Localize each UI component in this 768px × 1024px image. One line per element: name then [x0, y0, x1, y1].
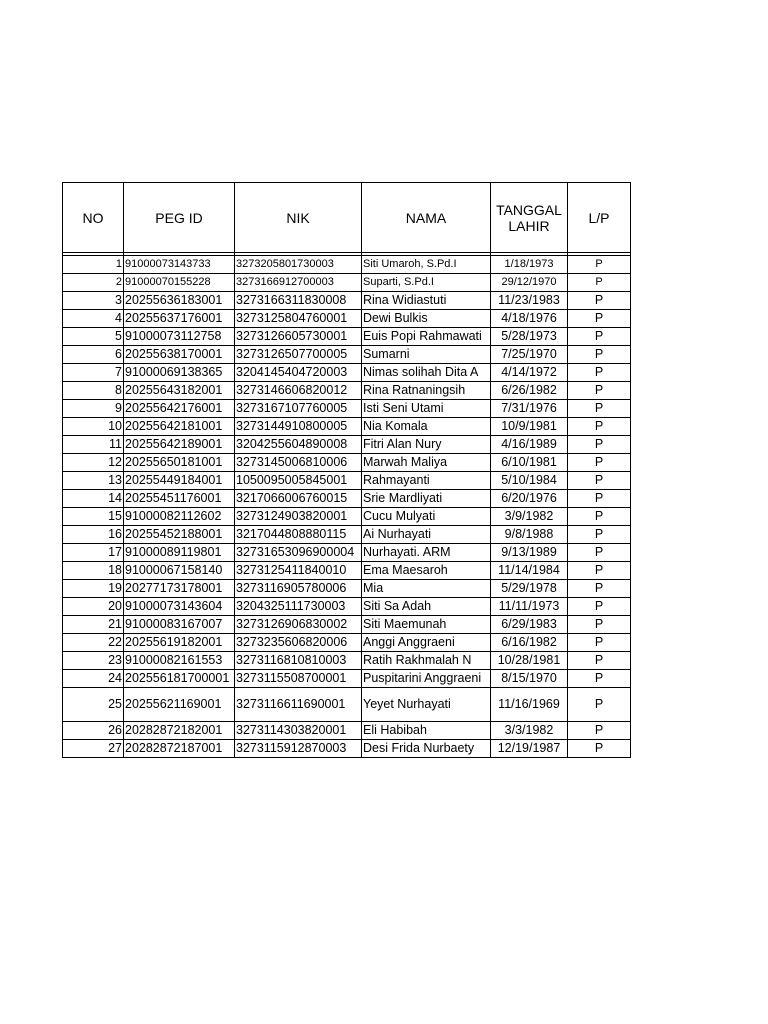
cell-lp: P — [568, 508, 631, 526]
cell-lp: P — [568, 418, 631, 436]
cell-no: 11 — [63, 436, 124, 454]
cell-nik: 3273126605730001 — [235, 328, 362, 346]
cell-no: 7 — [63, 364, 124, 382]
cell-no: 18 — [63, 562, 124, 580]
cell-peg-id: 91000070155228 — [124, 274, 235, 292]
table-row — [63, 598, 631, 616]
table-row — [63, 670, 631, 688]
cell-tanggal: 6/26/1982 — [491, 382, 568, 400]
cell-peg-id: 91000089119801 — [124, 544, 235, 562]
cell-tanggal: 4/18/1976 — [491, 310, 568, 328]
cell-tanggal: 10/9/1981 — [491, 418, 568, 436]
cell-lp: P — [568, 454, 631, 472]
cell-peg-id: 91000083167007 — [124, 616, 235, 634]
cell-tanggal: 12/19/1987 — [491, 740, 568, 758]
cell-peg-id: 20255650181001 — [124, 454, 235, 472]
cell-lp: P — [568, 634, 631, 652]
cell-no: 17 — [63, 544, 124, 562]
cell-tanggal: 3/9/1982 — [491, 508, 568, 526]
cell-nama: Anggi Anggraeni — [362, 634, 491, 652]
cell-no: 19 — [63, 580, 124, 598]
cell-nama: Desi Frida Nurbaety — [362, 740, 491, 758]
table-row — [63, 328, 631, 346]
employee-table — [62, 182, 631, 758]
cell-lp: P — [568, 400, 631, 418]
cell-no: 9 — [63, 400, 124, 418]
cell-peg-id: 20255637176001 — [124, 310, 235, 328]
cell-nama: Ai Nurhayati — [362, 526, 491, 544]
cell-tanggal: 11/23/1983 — [491, 292, 568, 310]
cell-nama: Cucu Mulyati — [362, 508, 491, 526]
cell-lp: P — [568, 436, 631, 454]
cell-no: 25 — [63, 688, 124, 722]
cell-nama: Srie Mardliyati — [362, 490, 491, 508]
cell-no: 23 — [63, 652, 124, 670]
cell-tanggal: 1/18/1973 — [491, 256, 568, 274]
cell-nik: 3217044808880115 — [235, 526, 362, 544]
table-row — [63, 740, 631, 758]
cell-tanggal: 7/31/1976 — [491, 400, 568, 418]
cell-nama: Marwah Maliya — [362, 454, 491, 472]
cell-lp: P — [568, 364, 631, 382]
cell-lp: P — [568, 526, 631, 544]
cell-tanggal: 9/8/1988 — [491, 526, 568, 544]
table-row — [63, 346, 631, 364]
cell-lp: P — [568, 598, 631, 616]
cell-lp: P — [568, 544, 631, 562]
header-tanggal-lahir — [491, 183, 568, 253]
cell-peg-id: 20255452188001 — [124, 526, 235, 544]
cell-nama: Isti Seni Utami — [362, 400, 491, 418]
cell-peg-id: 20277173178001 — [124, 580, 235, 598]
cell-no: 10 — [63, 418, 124, 436]
cell-no: 14 — [63, 490, 124, 508]
table-row — [63, 364, 631, 382]
table-row — [63, 310, 631, 328]
cell-nik: 3273125804760001 — [235, 310, 362, 328]
cell-nik: 3204145404720003 — [235, 364, 362, 382]
cell-lp: P — [568, 562, 631, 580]
cell-peg-id: 91000082161553 — [124, 652, 235, 670]
cell-lp: P — [568, 490, 631, 508]
cell-nama: Nia Komala — [362, 418, 491, 436]
cell-lp: P — [568, 688, 631, 722]
cell-tanggal: 11/11/1973 — [491, 598, 568, 616]
table-row — [63, 490, 631, 508]
cell-nama: Rahmayanti — [362, 472, 491, 490]
cell-nik: 1050095005845001 — [235, 472, 362, 490]
cell-nik: 3273145006810006 — [235, 454, 362, 472]
table-body — [63, 253, 631, 758]
table-row — [63, 616, 631, 634]
cell-tanggal: 6/16/1982 — [491, 634, 568, 652]
cell-nik: 3273235606820006 — [235, 634, 362, 652]
cell-nik: 3273125411840010 — [235, 562, 362, 580]
cell-tanggal: 6/29/1983 — [491, 616, 568, 634]
cell-nama: Sumarni — [362, 346, 491, 364]
cell-no: 3 — [63, 292, 124, 310]
cell-peg-id: 20255642189001 — [124, 436, 235, 454]
cell-no: 26 — [63, 722, 124, 740]
cell-nik: 3273116905780006 — [235, 580, 362, 598]
table-row — [63, 418, 631, 436]
cell-no: 4 — [63, 310, 124, 328]
table-row — [63, 472, 631, 490]
table-row — [63, 508, 631, 526]
header-tanggal-line-1: TANGGAL — [496, 201, 562, 218]
cell-nik: 3273205801730003 — [235, 256, 362, 274]
table-row — [63, 274, 631, 292]
cell-tanggal: 11/16/1969 — [491, 688, 568, 722]
cell-tanggal: 6/20/1976 — [491, 490, 568, 508]
cell-tanggal: 5/29/1978 — [491, 580, 568, 598]
cell-nik: 3273116611690001 — [235, 688, 362, 722]
cell-nama: Fitri Alan Nury — [362, 436, 491, 454]
cell-lp: P — [568, 670, 631, 688]
table-row — [63, 580, 631, 598]
cell-tanggal: 7/25/1970 — [491, 346, 568, 364]
cell-nik: 3273146606820012 — [235, 382, 362, 400]
cell-lp: P — [568, 722, 631, 740]
cell-nik: 3273166912700003 — [235, 274, 362, 292]
cell-peg-id: 20255638170001 — [124, 346, 235, 364]
table-row — [63, 634, 631, 652]
cell-no: 27 — [63, 740, 124, 758]
cell-nama: Yeyet Nurhayati — [362, 688, 491, 722]
header-no: NO — [63, 183, 124, 253]
cell-nama: Rina Ratnaningsih — [362, 382, 491, 400]
header-row — [63, 183, 631, 253]
cell-no: 12 — [63, 454, 124, 472]
header-lp: L/P — [568, 183, 631, 253]
table-row — [63, 256, 631, 274]
cell-no: 24 — [63, 670, 124, 688]
cell-nik: 3273115508700001 — [235, 670, 362, 688]
table-row — [63, 688, 631, 722]
cell-nik: 3273115912870003 — [235, 740, 362, 758]
cell-lp: P — [568, 256, 631, 274]
cell-nik: 3204255604890008 — [235, 436, 362, 454]
cell-peg-id: 91000069138365 — [124, 364, 235, 382]
cell-nama: Mia — [362, 580, 491, 598]
cell-peg-id: 20255643182001 — [124, 382, 235, 400]
cell-nik: 3204325111730003 — [235, 598, 362, 616]
cell-tanggal: 11/14/1984 — [491, 562, 568, 580]
cell-nik: 3217066006760015 — [235, 490, 362, 508]
cell-tanggal: 8/15/1970 — [491, 670, 568, 688]
cell-nik: 3273144910800005 — [235, 418, 362, 436]
cell-nik: 3273114303820001 — [235, 722, 362, 740]
cell-lp: P — [568, 274, 631, 292]
cell-nama: Ratih Rakhmalah N — [362, 652, 491, 670]
cell-nik: 3273116810810003 — [235, 652, 362, 670]
cell-lp: P — [568, 616, 631, 634]
table-row — [63, 400, 631, 418]
cell-nama: Euis Popi Rahmawati — [362, 328, 491, 346]
cell-nik: 32731653096900004 — [235, 544, 362, 562]
cell-lp: P — [568, 346, 631, 364]
table-row — [63, 652, 631, 670]
cell-nama: Siti Umaroh, S.Pd.I — [362, 256, 491, 274]
cell-peg-id: 91000073112758 — [124, 328, 235, 346]
cell-tanggal: 6/10/1981 — [491, 454, 568, 472]
cell-tanggal: 9/13/1989 — [491, 544, 568, 562]
cell-peg-id: 20255619182001 — [124, 634, 235, 652]
table-row — [63, 454, 631, 472]
table-row — [63, 292, 631, 310]
cell-peg-id: 20255636183001 — [124, 292, 235, 310]
header-nik: NIK — [235, 183, 362, 253]
cell-nik: 3273124903820001 — [235, 508, 362, 526]
cell-tanggal: 5/28/1973 — [491, 328, 568, 346]
cell-no: 16 — [63, 526, 124, 544]
cell-nama: Nimas solihah Dita A — [362, 364, 491, 382]
header-tanggal-line-2: LAHIR — [508, 217, 550, 234]
header-nama: NAMA — [362, 183, 491, 253]
table-row — [63, 722, 631, 740]
cell-lp: P — [568, 328, 631, 346]
cell-nik: 3273126906830002 — [235, 616, 362, 634]
table-row — [63, 544, 631, 562]
cell-lp: P — [568, 740, 631, 758]
cell-nik: 3273166311830008 — [235, 292, 362, 310]
cell-peg-id: 91000082112602 — [124, 508, 235, 526]
cell-peg-id: 91000067158140 — [124, 562, 235, 580]
cell-peg-id: 20282872182001 — [124, 722, 235, 740]
cell-no: 5 — [63, 328, 124, 346]
cell-lp: P — [568, 580, 631, 598]
cell-nama: Eli Habibah — [362, 722, 491, 740]
cell-no: 6 — [63, 346, 124, 364]
table-row — [63, 526, 631, 544]
cell-no: 15 — [63, 508, 124, 526]
cell-peg-id: 91000073143604 — [124, 598, 235, 616]
cell-tanggal: 5/10/1984 — [491, 472, 568, 490]
cell-nama: Suparti, S.Pd.I — [362, 274, 491, 292]
cell-no: 8 — [63, 382, 124, 400]
cell-no: 1 — [63, 256, 124, 274]
cell-nama: Dewi Bulkis — [362, 310, 491, 328]
cell-tanggal: 4/16/1989 — [491, 436, 568, 454]
cell-peg-id: 20255449184001 — [124, 472, 235, 490]
cell-no: 13 — [63, 472, 124, 490]
cell-nama: Ema Maesaroh — [362, 562, 491, 580]
table-row — [63, 382, 631, 400]
cell-lp: P — [568, 310, 631, 328]
cell-tanggal: 29/12/1970 — [491, 274, 568, 292]
cell-nama: Rina Widiastuti — [362, 292, 491, 310]
cell-nama: Nurhayati. ARM — [362, 544, 491, 562]
cell-nama: Puspitarini Anggraeni — [362, 670, 491, 688]
cell-no: 20 — [63, 598, 124, 616]
cell-peg-id: 20255642176001 — [124, 400, 235, 418]
cell-tanggal: 3/3/1982 — [491, 722, 568, 740]
table-row — [63, 436, 631, 454]
cell-peg-id: 20255451176001 — [124, 490, 235, 508]
cell-nik: 3273167107760005 — [235, 400, 362, 418]
cell-lp: P — [568, 652, 631, 670]
cell-nama: Siti Maemunah — [362, 616, 491, 634]
cell-tanggal: 4/14/1972 — [491, 364, 568, 382]
cell-no: 2 — [63, 274, 124, 292]
cell-peg-id: 20255621169001 — [124, 688, 235, 722]
cell-nama: Siti Sa Adah — [362, 598, 491, 616]
cell-peg-id: 20282872187001 — [124, 740, 235, 758]
cell-nik: 3273126507700005 — [235, 346, 362, 364]
cell-no: 22 — [63, 634, 124, 652]
cell-peg-id: 202556181700001 — [124, 670, 235, 688]
cell-lp: P — [568, 382, 631, 400]
table-row — [63, 562, 631, 580]
header-peg-id: PEG ID — [124, 183, 235, 253]
cell-peg-id: 20255642181001 — [124, 418, 235, 436]
cell-lp: P — [568, 292, 631, 310]
cell-no: 21 — [63, 616, 124, 634]
cell-peg-id: 91000073143733 — [124, 256, 235, 274]
cell-lp: P — [568, 472, 631, 490]
cell-tanggal: 10/28/1981 — [491, 652, 568, 670]
